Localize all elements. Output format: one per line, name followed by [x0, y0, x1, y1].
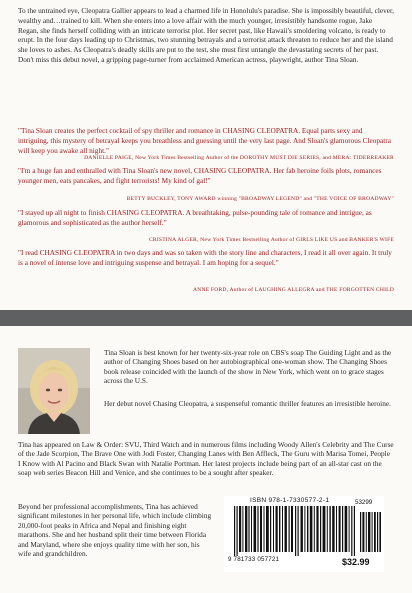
bio-paragraph-4: Beyond her professional accomplishments, Tina has achieved significant milestones in her personal life, which include climbing 20,000-foot peaks in Africa and Nepal and finishing eight marathons. She and her husband split their time between Florida and Maryland, where she enjoys quality time with her son, his wife and grandchildren. [18, 502, 212, 559]
author-photo [18, 348, 90, 434]
review-quote-1: "Tina Sloan creates the perfect cocktail of spy thriller and romance in CHASING CLEOPATRA. Equal parts sexy and intriguing, this mystery of betrayal keeps you breathless and guessing until the very last page. And Sloan's glamorous Cleopatra will keep you awake all night." [18, 126, 391, 155]
barcode-digits: 9 781733 057721 [228, 556, 280, 563]
price-label: $32.99 [342, 557, 370, 567]
review-quote-2: "I'm a huge fan and enthralled with Tina Sloan's new novel, CHASING CLEOPATRA. Her fab heroine foils plots, romances younger men, eats pancakes, and fight terrorists! My kind of gal!" [18, 166, 382, 185]
isbn-label: ISBN 978-1-7330577-2-1 [250, 497, 330, 504]
review-quote-3: "I stayed up all night to finish CHASING CLEOPATRA. A breathtaking, pulse-pounding tale of romance and intrigue, as glamorous and sophisticated as the author herself." [18, 208, 372, 227]
isbn-barcode [224, 496, 384, 572]
review-attribution-4: ANNE FORD, Author of LAUGHING ALLEGRA and THE FORGOTTEN CHILD [192, 287, 394, 293]
synopsis-text: To the untrained eye, Cleopatra Gallier appears to lead a charmed life in Honolulu's paradise. She is impossibly beautiful, clever, wealthy and…trained to kill. When she enters into a love affair with the much younger, irresistibly handsome rogue, Jake Regan, she finds herself colliding with an intricate terrorist plot. Her secret past, like Hawaii's smoldering volcano, is ready to erupt. In the four days leading up to Christmas, two stunning betrayals and a terrorist attack threaten to reduce her and the island she loves to ashes. As Cleopatra's deadly skills are put to the test, she must first untangle the devastating secrets of her past. Don't miss this debut novel, a gripping page-turner from acclaimed American actress, playwright, author Tina Sloan. [18, 6, 394, 64]
author-bio-panel [0, 326, 412, 593]
price-addon-code: 53299 [355, 499, 373, 506]
bio-paragraph-2: Her debut novel Chasing Cleopatra, a suspenseful romantic thriller features an irresistible heroine. [104, 399, 391, 408]
barcode-bars-icon [232, 506, 382, 556]
review-quote-4: "I read CHASING CLEOPATRA in two days and was so taken with the story line and characters, I read it all over again. It truly is a novel of intense love and intriguing suspense and betrayal. I am hoping for a sequel." [18, 248, 392, 267]
gray-divider-band [0, 310, 412, 326]
bio-paragraph-1: Tina Sloan is best known for her twenty-six-year role on CBS's soap The Guiding Light and as the author of Changing Shoes based on her autobiographical one-woman show. The Changing Shoes book release coincided with the launch of the show in New York, which went on to grace stages across the U.S. [104, 348, 392, 386]
review-attribution-2: BETTY BUCKLEY, TONY AWARD winning "BROADWAY LEGEND" and "THE VOICE OF BROADWAY" [126, 196, 394, 202]
review-attribution-1: DANIELLE PAIGE, New York Times Bestselling Author of the DOROTHY MUST DIE SERIES, and MERA: TIDEBREAKER [84, 155, 394, 161]
review-attribution-3: CRISTINA ALGER, New York Times Bestselling Author of GIRLS LIKE US and BANKER'S WIFE [148, 237, 394, 243]
bio-paragraph-3: Tina has appeared on Law & Order: SVU, Third Watch and in numerous films including Woody Allen's Celebrity and The Curse of the Jade Scorpion, The Brave One with Jodi Foster, Changing Lanes with Ben Affleck, The Guru with Marisa Tomei, People I Know with Al Pacino and Black Swan with Natalie Portman. Her latest projects include being part of an all-star cast on the soap web series Beacon Hill and Venice, and she continues to be a sought after speaker. [18, 440, 394, 478]
